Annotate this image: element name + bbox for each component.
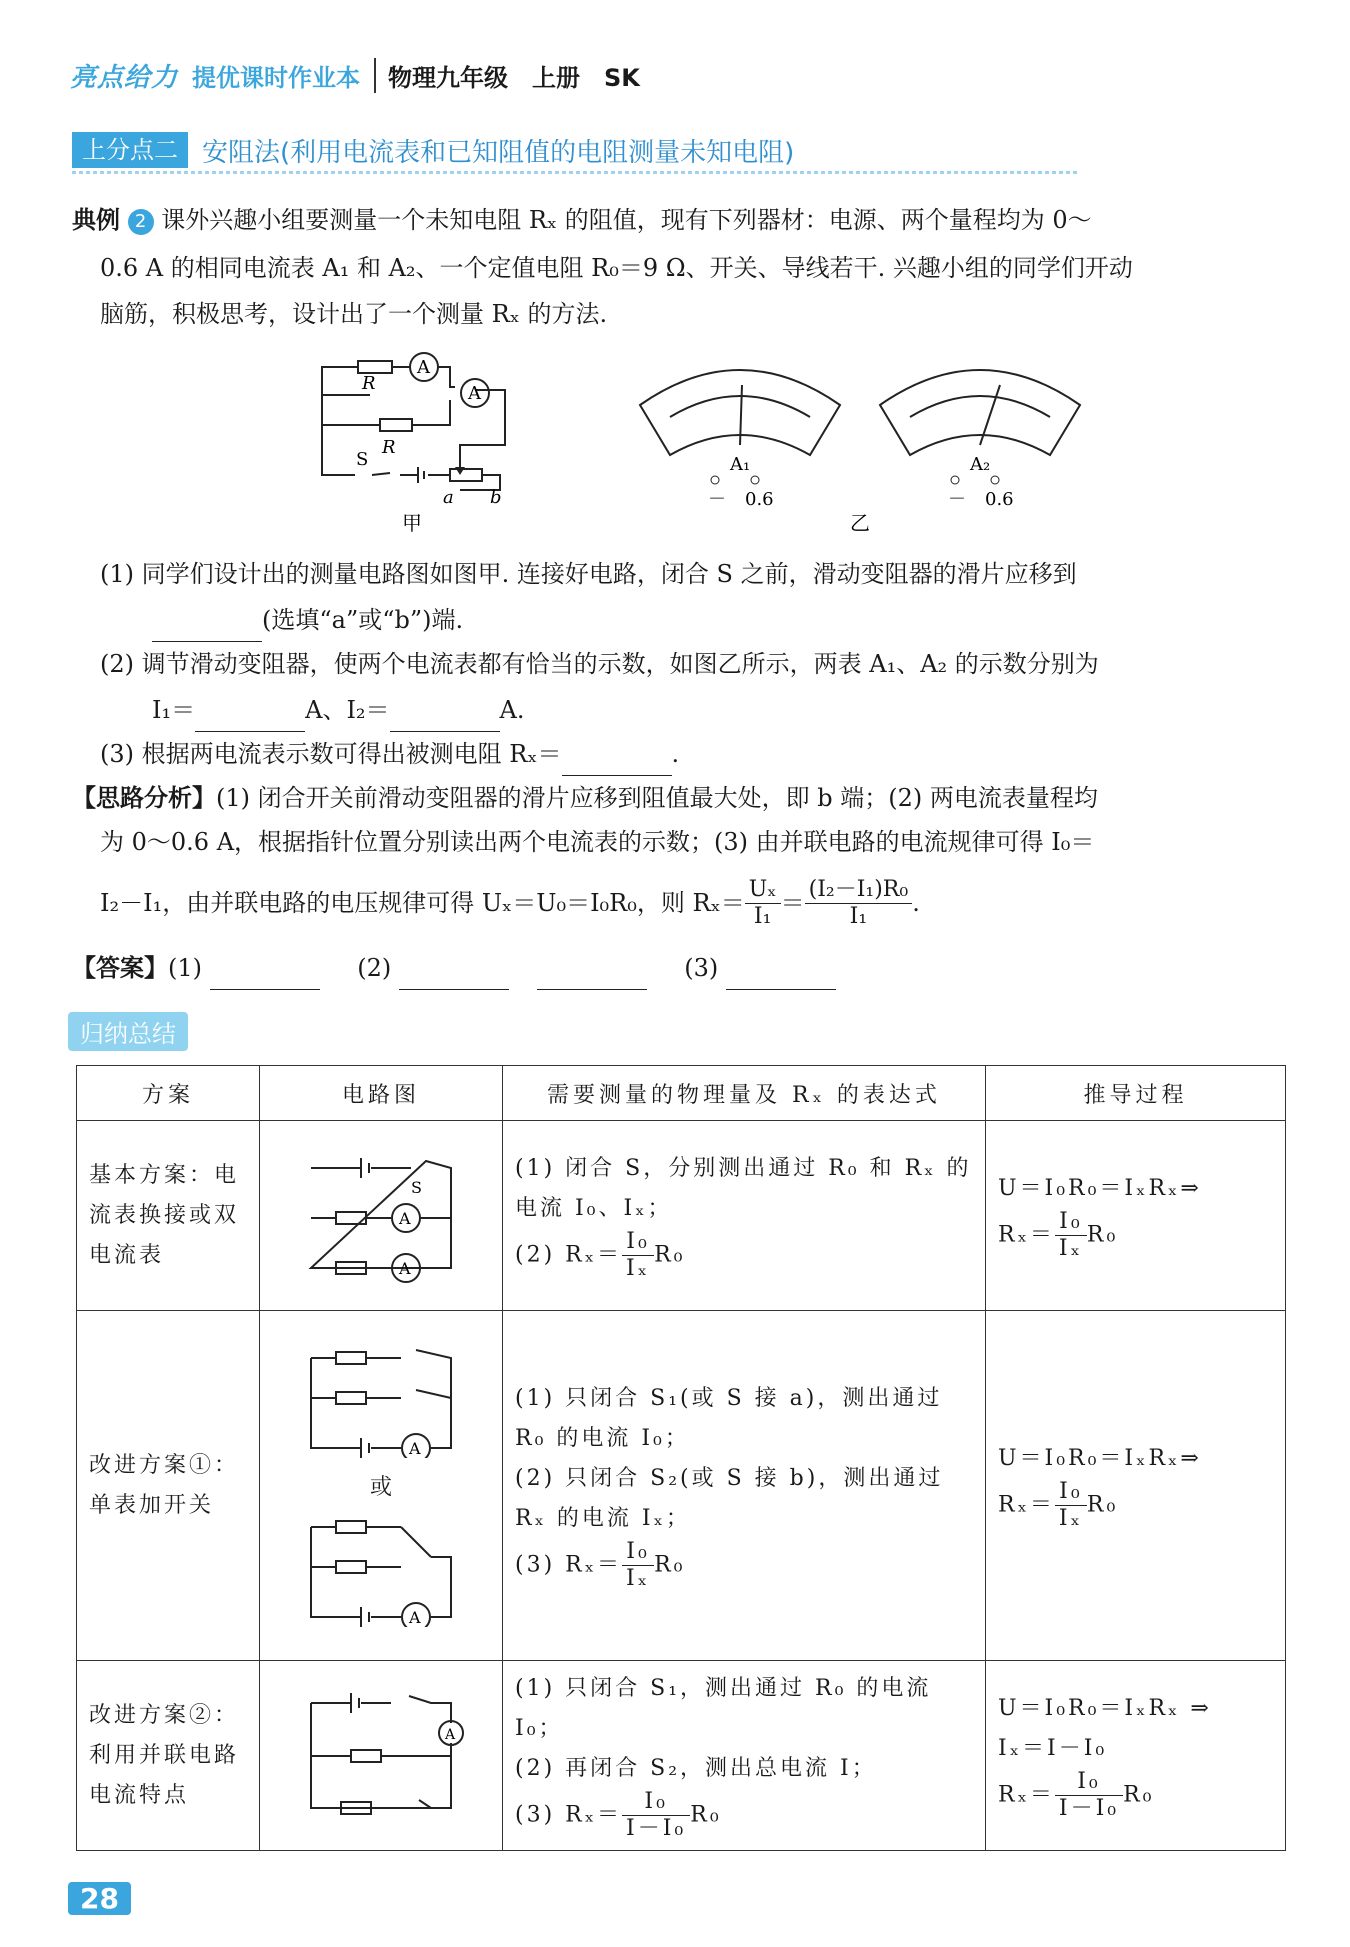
answer-label: 【答案】 xyxy=(72,954,168,982)
q3-text: (3) 根据两电流表示数可得出被测电阻 Rₓ＝ xyxy=(100,740,562,768)
table-header: 方案 xyxy=(77,1066,260,1121)
svg-text:R: R xyxy=(362,373,376,394)
or-label: 或 xyxy=(369,1475,392,1500)
answer-part-1: (1) xyxy=(168,954,202,982)
page-number: 28 xyxy=(68,1882,131,1915)
svg-text:A: A xyxy=(399,1258,411,1278)
summary-table xyxy=(76,1065,1286,1851)
derivation-eq: U＝I₀R₀＝IₓRₓ xyxy=(998,1696,1181,1721)
summary-tag: 归纳总结 xyxy=(68,1012,188,1051)
circuit-parallel-icon xyxy=(291,1688,471,1818)
ammeter-a2-label: A xyxy=(468,383,481,404)
measure-step: (1) 闭合 S，分别测出通过 R₀ 和 Rₓ 的电流 I₀、Iₓ； xyxy=(515,1156,972,1221)
svg-text:A: A xyxy=(399,1208,411,1228)
circuit-figure-a xyxy=(310,345,530,535)
example-text-3: 脑筋，积极思考，设计出了一个测量 Rₓ 的方法. xyxy=(100,300,608,328)
r0: R₀ xyxy=(690,1802,722,1828)
answer-blank[interactable] xyxy=(152,613,262,642)
q2-i2: A、I₂＝ xyxy=(305,696,390,724)
table-header: 推导过程 xyxy=(986,1066,1286,1121)
question-2: (2) 调节滑动变阻器，使两个电流表都有恰当的示数，如图乙所示，两表 A₁、A₂ 的示数分别为 xyxy=(100,650,1099,678)
frac-numerator: I₀ xyxy=(622,1539,654,1566)
measure-formula xyxy=(515,1789,973,1842)
example-text-1: 课外兴趣小组要测量一个未知电阻 Rₓ 的阻值，现有下列器材：电源、两个量程均为 0～ xyxy=(161,206,1092,234)
frac-denominator: Iₓ xyxy=(626,1566,651,1591)
r0: R₀ xyxy=(1086,1222,1119,1248)
analysis-text-3: I₂－I₁，由并联电路的电压规律可得 Uₓ＝U₀＝I₀R₀，则 Rₓ＝ xyxy=(100,889,745,917)
table-header: 需要测量的物理量及 Rₓ 的表达式 xyxy=(503,1066,986,1121)
derivation-line: U＝I₀R₀＝IₓRₓ⇒ xyxy=(998,1176,1202,1201)
answer-blank[interactable] xyxy=(210,961,320,990)
rx: Rₓ＝ xyxy=(998,1492,1055,1518)
fraction xyxy=(1055,1479,1087,1532)
r0: R₀ xyxy=(654,1242,686,1268)
circuit-basic-icon xyxy=(291,1143,471,1283)
circuit-cell xyxy=(260,1311,503,1661)
ammeter-a1-label: A xyxy=(417,357,430,378)
frac-denominator: I₁ xyxy=(753,903,772,929)
table-header-row xyxy=(77,1066,1286,1121)
table-row xyxy=(77,1311,1286,1661)
frac-numerator: Uₓ xyxy=(745,877,781,904)
frac-numerator: I₀ xyxy=(1055,1479,1087,1506)
book-subtitle: 提优课时作业本 xyxy=(192,63,361,92)
label-a: a xyxy=(443,487,454,508)
derivation-formula xyxy=(998,1479,1273,1532)
dial-a1-neg: － xyxy=(708,489,726,510)
frac-numerator: I₀ xyxy=(622,1229,654,1256)
example-line-1 xyxy=(72,198,1272,242)
section-underline xyxy=(72,171,1077,174)
answer-blank[interactable] xyxy=(390,703,500,732)
analysis-label: 【思路分析】 xyxy=(72,784,216,812)
measure-step: (2) 只闭合 S₂(或 S 接 b)，测出通过 Rₓ 的电流 Iₓ； xyxy=(515,1466,944,1531)
grade-label: 物理九年级 上册 SK xyxy=(374,58,640,93)
question-2-blanks xyxy=(152,688,1350,732)
answer-blank[interactable] xyxy=(195,703,305,732)
table-header: 电路图 xyxy=(260,1066,503,1121)
analysis-end: . xyxy=(912,889,920,917)
analysis-text-2: 为 0～0.6 A，根据指针位置分别读出两个电流表的示数；(3) 由并联电路的电流规律可得 I₀＝ xyxy=(100,828,1095,856)
page-header xyxy=(70,55,640,95)
derivation-cell xyxy=(986,1661,1286,1851)
q3-end: . xyxy=(671,740,680,768)
derivation-cell xyxy=(986,1121,1286,1311)
scheme-cell: 改进方案②：利用并联电路电流特点 xyxy=(77,1661,260,1851)
r0: R₀ xyxy=(1123,1782,1155,1808)
frac-denominator: I－I₀ xyxy=(1058,1796,1120,1821)
measure-step: (2) Rₓ＝ xyxy=(515,1242,623,1268)
frac-denominator: I－I₀ xyxy=(626,1816,687,1841)
svg-text:S: S xyxy=(411,1177,422,1197)
svg-text:R: R xyxy=(382,437,396,458)
measure-cell xyxy=(503,1311,986,1661)
derivation-formula xyxy=(998,1209,1273,1262)
fraction xyxy=(622,1789,690,1842)
fraction-final xyxy=(805,877,913,930)
derivation-formula xyxy=(998,1769,1273,1822)
answer-blank[interactable] xyxy=(537,961,647,990)
circuit-cell xyxy=(260,1121,503,1311)
answer-blank[interactable] xyxy=(562,747,672,776)
example-number: 2 xyxy=(128,209,154,235)
measure-cell xyxy=(503,1661,986,1851)
measure-step: (3) Rₓ＝ xyxy=(515,1552,623,1578)
svg-text:A: A xyxy=(409,1439,421,1458)
derivation-line: U＝I₀R₀＝IₓRₓ⇒ xyxy=(998,1446,1202,1471)
frac-numerator: I₀ xyxy=(622,1789,690,1816)
section-tag: 上分点二 xyxy=(72,132,188,168)
question-1: (1) 同学们设计出的测量电路图如图甲. 连接好电路，闭合 S 之前，滑动变阻器的滑片应移到 xyxy=(100,560,1077,588)
frac-numerator: (I₂－I₁)R₀ xyxy=(805,877,913,904)
measure-step: (3) Rₓ＝ xyxy=(515,1802,623,1828)
svg-text:S: S xyxy=(356,449,369,470)
fraction xyxy=(622,1539,654,1592)
figure-a-caption: 甲 xyxy=(402,511,422,535)
derivation-line xyxy=(998,1689,1273,1729)
rx: Rₓ＝ xyxy=(998,1782,1055,1808)
question-3 xyxy=(100,732,1300,776)
frac-denominator: Iₓ xyxy=(1058,1506,1083,1531)
svg-text:A: A xyxy=(409,1608,421,1627)
fraction-ux-i1 xyxy=(745,877,781,930)
r0: R₀ xyxy=(654,1552,686,1578)
brand-logo: 亮点给力 xyxy=(70,62,179,93)
example-text-2: 0.6 A 的相同电流表 A₁ 和 A₂、一个定值电阻 R₀＝9 Ω、开关、导线若干. 兴趣小组的同学们开动 xyxy=(100,254,1133,282)
answer-part-2: (2) xyxy=(357,954,392,982)
answer-line xyxy=(72,946,1272,990)
analysis-line-3 xyxy=(100,868,1300,938)
question-1-hint: (选填“a”或“b”)端. xyxy=(262,606,464,634)
answer-blank[interactable] xyxy=(726,961,836,990)
derivation-line: Iₓ＝I－I₀ xyxy=(998,1736,1108,1761)
frac-denominator: Iₓ xyxy=(626,1256,651,1281)
frac-numerator: I₀ xyxy=(1055,1769,1123,1796)
table-row xyxy=(77,1121,1286,1311)
label-b: b xyxy=(490,487,502,508)
answer-part-3: (3) xyxy=(684,954,719,982)
circuit-cell xyxy=(260,1661,503,1851)
question-1-blank-line xyxy=(152,598,1350,642)
scheme-cell: 基本方案：电流表换接或双电流表 xyxy=(77,1121,260,1311)
derivation-cell xyxy=(986,1311,1286,1661)
frac-denominator: I₁ xyxy=(849,903,868,929)
arrow: ⇒ xyxy=(1190,1696,1212,1721)
fraction xyxy=(1055,1769,1123,1822)
frac-numerator: I₀ xyxy=(1055,1209,1087,1236)
answer-blank[interactable] xyxy=(399,961,509,990)
fraction xyxy=(622,1229,654,1282)
dial-a1-label: A₁ xyxy=(730,454,751,475)
measure-formula xyxy=(515,1539,973,1592)
circuit-single-switch-icon xyxy=(291,1507,471,1627)
q2-i1: I₁＝ xyxy=(152,696,196,724)
section-title: 安阻法(利用电流表和已知阻值的电阻测量未知电阻) xyxy=(202,137,795,168)
rx: Rₓ＝ xyxy=(998,1222,1055,1248)
analysis-line-1 xyxy=(72,776,1272,820)
figure-b-caption: 乙 xyxy=(850,511,870,535)
section-bar xyxy=(72,132,1077,168)
equals-sign: ＝ xyxy=(780,889,805,917)
analysis-text-1: (1) 闭合开关前滑动变阻器的滑片应移到阻值最大处，即 b 端；(2) 两电流表量程均 xyxy=(216,784,1098,812)
frac-denominator: Iₓ xyxy=(1058,1236,1083,1261)
circuit-single-ammeter-icon xyxy=(291,1338,471,1458)
q2-end: A. xyxy=(499,696,525,724)
measure-step: (1) 只闭合 S₁(或 S 接 a)，测出通过 R₀ 的电流 I₀； xyxy=(515,1386,943,1451)
table-row xyxy=(77,1661,1286,1851)
fraction xyxy=(1055,1209,1087,1262)
scheme-cell: 改进方案①：单表加开关 xyxy=(77,1311,260,1661)
dial-a1-range: 0.6 xyxy=(745,489,774,510)
svg-text:A: A xyxy=(445,1726,456,1743)
measure-step: (1) 只闭合 S₁，测出通过 R₀ 的电流 I₀； xyxy=(515,1676,932,1741)
measure-formula xyxy=(515,1229,973,1282)
ammeter-dials-figure xyxy=(630,345,1100,535)
measure-step: (2) 再闭合 S₂，测出总电流 I； xyxy=(515,1756,877,1781)
r0: R₀ xyxy=(1086,1492,1119,1518)
dial-a2-neg: － xyxy=(948,489,966,510)
dial-a2-range: 0.6 xyxy=(985,489,1014,510)
measure-cell xyxy=(503,1121,986,1311)
dial-a2-label: A₂ xyxy=(970,454,991,475)
example-label: 典例 xyxy=(72,206,120,234)
